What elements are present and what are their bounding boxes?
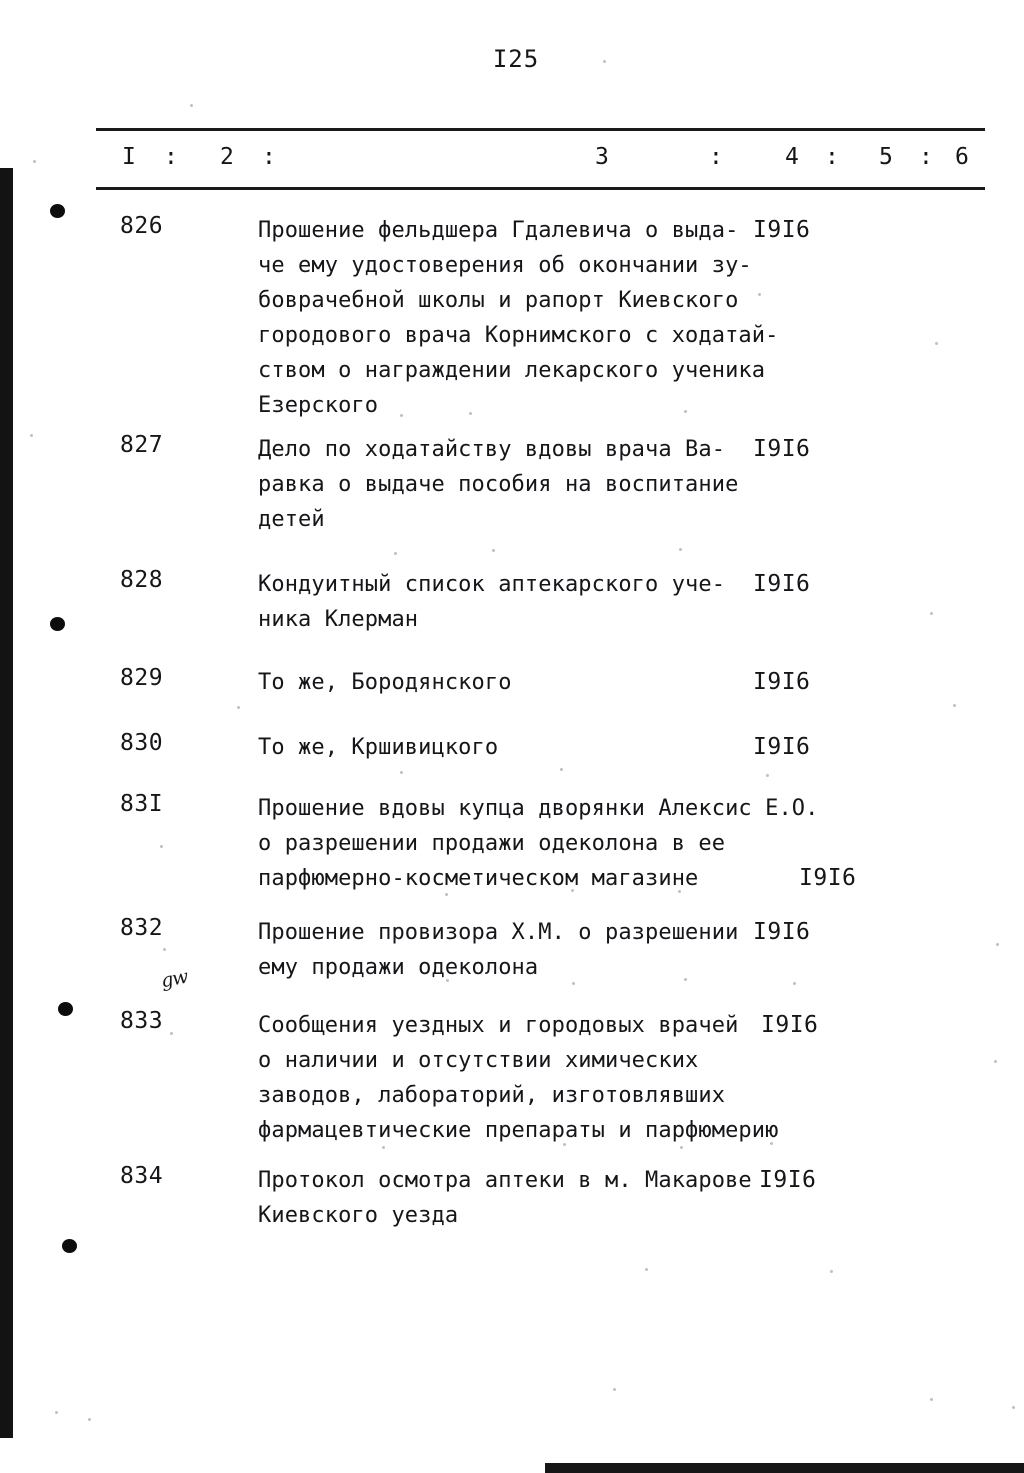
entry-description-line: Сообщения уездных и городовых врачей	[258, 1013, 739, 1038]
entry-year: I9I6	[753, 571, 811, 597]
scan-speck	[394, 552, 397, 555]
scan-speck	[237, 706, 240, 709]
entry-description-line: ством о награждении лекарского ученика	[258, 358, 766, 383]
entry-description-line: Протокол осмотра аптеки в м. Макарове	[258, 1168, 752, 1193]
entry-description-line: Киевского уезда	[258, 1203, 459, 1228]
entry-description-line: равка о выдаче пособия на воспитание	[258, 472, 739, 497]
scan-speck	[930, 612, 933, 615]
entry-description-line: То же, Кршивицкого	[258, 735, 499, 760]
scan-speck	[163, 948, 166, 951]
scan-speck	[88, 1418, 91, 1421]
scan-speck	[160, 845, 163, 848]
entry-description-line: парфюмерно-косметическом магазине	[258, 866, 699, 891]
margin-dot-2	[58, 1002, 73, 1016]
entry-description-line: бовpачебной школы и рапорт Киевского	[258, 288, 739, 313]
entry-description-line: ему продажи одеколона	[258, 955, 539, 980]
entry-number: 829	[120, 665, 164, 691]
entry-description-line: То же, Бородянского	[258, 670, 512, 695]
scan-speck	[935, 342, 938, 345]
scan-speck	[645, 1268, 648, 1271]
column-header-cell-0: I	[122, 144, 136, 170]
scan-speck	[30, 434, 33, 437]
entry-description-line: ника Клерман	[258, 607, 419, 632]
scan-edge-bottom	[545, 1463, 1024, 1473]
entry-description-line: городового врача Корнимского с ходатай-	[258, 323, 779, 348]
margin-dot-1	[50, 617, 65, 631]
column-header-cell-5: :	[709, 144, 723, 170]
handwritten-annotation: gw	[159, 965, 190, 993]
entry-number: 834	[120, 1163, 164, 1189]
entry-year: I9I6	[753, 734, 811, 760]
column-header-cell-4: 3	[595, 144, 609, 170]
column-header-cell-3: :	[262, 144, 276, 170]
column-header-row	[96, 128, 985, 190]
column-header-cell-8: 5	[879, 144, 893, 170]
entry-number: 830	[120, 730, 164, 756]
column-header-cell-1: :	[164, 144, 178, 170]
entry-description-line: о разрешении продажи одеколона в ее	[258, 831, 726, 856]
scan-speck	[996, 943, 999, 946]
scan-speck	[190, 104, 193, 107]
column-header-cell-9: :	[919, 144, 933, 170]
entry-year: I9I6	[753, 919, 811, 945]
column-header-cell-10: 6	[955, 144, 969, 170]
entry-year: I9I6	[799, 865, 857, 891]
entry-description-line: Дело по ходатайству вдовы врача Ва-	[258, 437, 726, 462]
entry-description-line: Прошение вдовы купца дворянки Алексис Е.О.	[258, 796, 819, 821]
scan-edge-left	[0, 168, 13, 1438]
scan-speck	[930, 1398, 933, 1401]
page-number	[0, 45, 1024, 73]
scan-speck	[170, 1032, 173, 1035]
scan-speck	[560, 768, 563, 771]
entry-number: 833	[120, 1008, 164, 1034]
entry-number: 832	[120, 915, 164, 941]
entry-description-line: Езерского	[258, 393, 379, 418]
entry-description-line: заводов, лабораторий, изготовлявших	[258, 1083, 726, 1108]
column-header-cell-2: 2	[220, 144, 234, 170]
entry-year: I9I6	[761, 1012, 819, 1038]
scan-speck	[679, 548, 682, 551]
column-header-cell-7: :	[825, 144, 839, 170]
margin-dot-0	[50, 204, 65, 218]
scan-speck	[1012, 1406, 1015, 1409]
entry-number: 826	[120, 213, 164, 239]
scan-speck	[994, 1060, 997, 1063]
entry-description-line: детей	[258, 507, 325, 532]
entry-description-line: Кондуитный список аптекарского уче-	[258, 572, 726, 597]
entry-number: 83I	[120, 791, 164, 817]
scan-speck	[613, 1388, 616, 1391]
entry-description-line: Прошение провизора Х.М. о разрешении	[258, 920, 739, 945]
scan-speck	[33, 160, 36, 163]
scan-speck	[55, 1411, 58, 1414]
margin-dot-3	[62, 1239, 77, 1253]
entry-year: I9I6	[753, 217, 811, 243]
entry-description-line: Прошение фельдшера Гдалевича о выда-	[258, 218, 739, 243]
entry-year: I9I6	[753, 436, 811, 462]
entry-description-line: о наличии и отсутствии химических	[258, 1048, 699, 1073]
entry-year: I9I6	[759, 1167, 817, 1193]
scan-speck	[766, 774, 769, 777]
scan-speck	[830, 1270, 833, 1273]
entry-description-line: фармацевтические препараты и парфюмерию	[258, 1118, 779, 1143]
entry-year: I9I6	[753, 669, 811, 695]
scan-speck	[400, 771, 403, 774]
column-header-cell-6: 4	[785, 144, 799, 170]
entry-number: 828	[120, 567, 164, 593]
scan-speck	[953, 704, 956, 707]
page-number-value: I25	[492, 45, 540, 73]
entry-description-line: че ему удостоверения об окончании зу-	[258, 253, 752, 278]
scan-speck	[492, 549, 495, 552]
entry-number: 827	[120, 432, 164, 458]
